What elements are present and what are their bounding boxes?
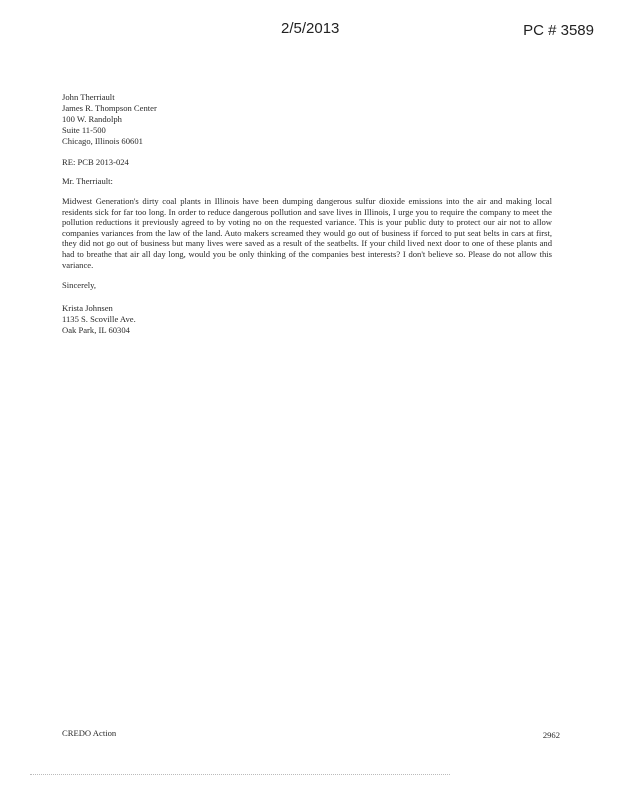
salutation: Mr. Therriault:: [62, 176, 113, 186]
sender-address: [62, 303, 552, 336]
recipient-line: Chicago, Illinois 60601: [62, 136, 143, 146]
recipient-line: James R. Thompson Center: [62, 103, 157, 113]
recipient-line: Suite 11-500: [62, 125, 106, 135]
recipient-line: 100 W. Randolph: [62, 114, 122, 124]
sender-line: 1135 S. Scoville Ave.: [62, 314, 136, 325]
scan-artifact-line: [30, 774, 450, 776]
closing: Sincerely,: [62, 280, 97, 291]
letter-body: Midwest Generation's dirty coal plants in Illinois have been dumping dangerous sulfur dioxide emissions into the air and making local residents sick for far too long. In order to reduce dangerous pollution and save lives in Illinois, I urge you to require the company to meet the pollution reductions it previously agreed to by voting no on the requested variance. This is your public duty to protect our air not to allow companies variances from the law of the land. Auto makers screamed they would go out of business if forced to put seat belts in cars at first, they did not go out of business but many lives were saved as a result of the seatbelts. If your child lived next door to one of these plants and had to breathe that air all day long, would you be only thinking of the companies best interests? I don't believe so. Please do not allow this variance.: [62, 196, 552, 270]
recipient-address: [62, 92, 552, 147]
sender-line: Krista Johnsen: [62, 303, 113, 314]
recipient-line: John Therriault: [62, 92, 115, 102]
header-date: 2/5/2013: [281, 20, 340, 37]
pc-number: PC # 3589: [523, 22, 594, 39]
footer-page-number: 2962: [542, 730, 560, 740]
sender-line: Oak Park, IL 60304: [62, 325, 130, 336]
page-header: [0, 20, 618, 42]
footer-source: CREDO Action: [62, 728, 117, 738]
letter: [62, 92, 552, 336]
re-line: RE: PCB 2013-024: [62, 157, 129, 167]
